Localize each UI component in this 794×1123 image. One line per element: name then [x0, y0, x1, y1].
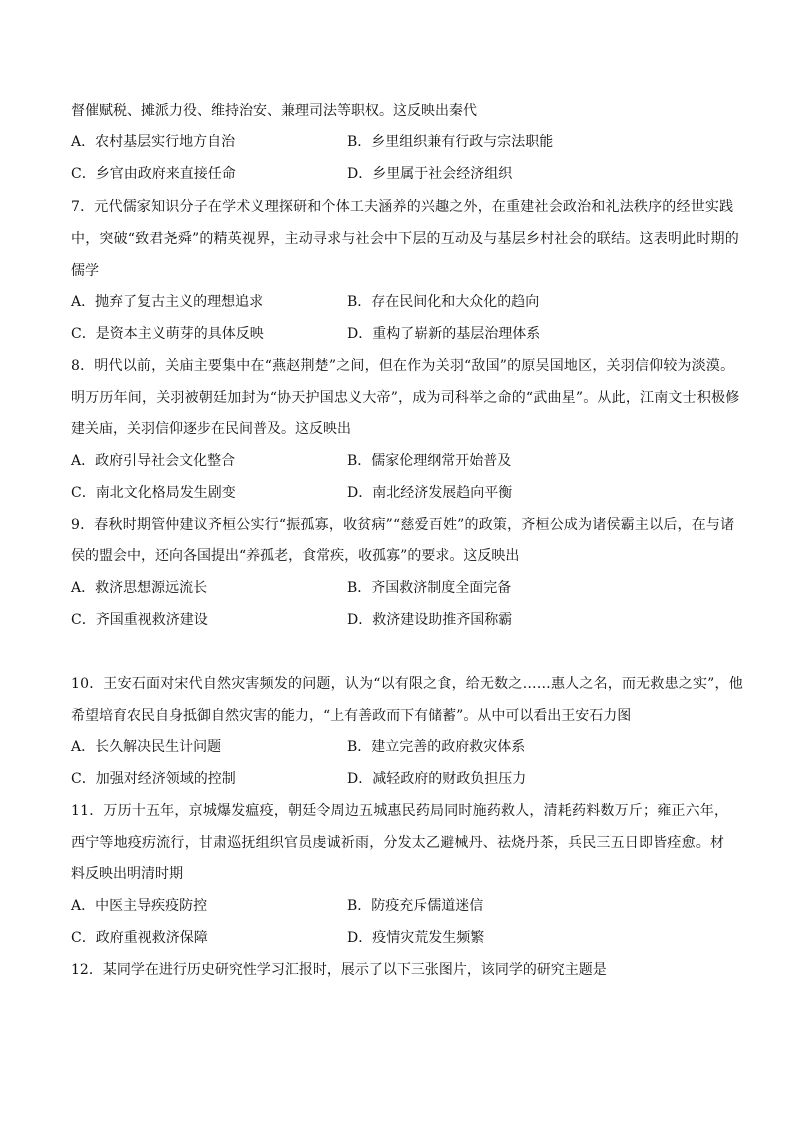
q7-stem-line-3: 儒学	[71, 263, 99, 279]
q8-stem-line-3: 建关庙，关羽信仰逐步在民间普及。这反映出	[71, 421, 351, 437]
q10-stem-line-1: 10．王安石面对宋代自然灾害频发的问题，认为“以有限之食，给无数之……惠人之名，而无救患之实”，他	[71, 676, 743, 692]
q9-option-b: B．齐国救济制度全面完备	[347, 580, 512, 596]
q8-option-c: C．南北文化格局发生剧变	[71, 485, 236, 501]
q7-option-c: C．是资本主义萌芽的具体反映	[71, 326, 264, 342]
q11-option-d: D．疫情灾荒发生频繁	[347, 930, 485, 946]
q8-stem-line-2: 明万历年间，关羽被朝廷加封为“协天护国忠义大帝”，成为司科举之命的“武曲星”。从此，江南文士积极修	[71, 390, 740, 406]
q10-stem-line-2: 希望培育农民自身抵御自然灾害的能力，“上有善政而下有储蓄”。从中可以看出王安石力图	[71, 708, 632, 724]
q10-option-b: B．建立完善的政府救灾体系	[347, 739, 526, 755]
q6-option-a: A．农村基层实行地方自治	[71, 134, 236, 150]
q11-stem-line-2: 西宁等地疫疠流行，甘肃巡抚组织官员虔诚祈雨，分发太乙避械丹、祛烧丹茶，兵民三五日即皆痊愈。材	[71, 835, 725, 851]
q6-option-d: D．乡里属于社会经济组织	[347, 166, 513, 182]
q9-stem-line-1: 9．春秋时期管仲建议齐桓公实行“振孤寡，收贫病”“慈爱百姓”的政策，齐桓公成为诸侯霸主以后，在与诸	[71, 517, 735, 533]
q11-option-b: B．防疫充斥儒道迷信	[347, 898, 484, 914]
q12-stem-line-1: 12．某同学在进行历史研究性学习汇报时，展示了以下三张图片，该同学的研究主题是	[71, 962, 607, 978]
q7-option-a: A．抛弃了复古主义的理想追求	[71, 294, 264, 310]
q11-option-c: C．政府重视救济保障	[71, 930, 208, 946]
q7-option-d: D．重构了崭新的基层治理体系	[347, 326, 541, 342]
q7-option-b: B．存在民间化和大众化的趋向	[347, 294, 540, 310]
q8-option-b: B．儒家伦理纲常开始普及	[347, 453, 512, 469]
q10-option-c: C．加强对经济领域的控制	[71, 771, 236, 787]
q8-option-d: D．南北经济发展趋向平衡	[347, 485, 513, 501]
q9-stem-line-2: 侯的盟会中，还向各国提出“养孤老，食常疾，收孤寡”的要求。这反映出	[71, 548, 520, 564]
q10-option-d: D．减轻政府的财政负担压力	[347, 771, 527, 787]
q6-option-b: B．乡里组织兼有行政与宗法职能	[347, 134, 554, 150]
q7-stem-line-1: 7．元代儒家知识分子在学术义理探研和个体工夫涵养的兴趣之外，在重建社会政治和礼法秩序的经世实践	[71, 199, 734, 215]
q9-option-a: A．救济思想源远流长	[71, 580, 208, 596]
q11-option-a: A．中医主导疾疫防控	[71, 898, 208, 914]
q11-stem-line-3: 料反映出明清时期	[71, 866, 183, 882]
q8-stem-line-1: 8．明代以前，关庙主要集中在“燕赵荆楚”之间，但在作为关羽“敌国”的原吴国地区，关羽信仰较为淡漠。	[71, 358, 735, 374]
q6-option-c: C．乡官由政府来直接任命	[71, 166, 236, 182]
q11-stem-line-1: 11．万历十五年，京城爆发瘟疫，朝廷令周边五城惠民药局同时施药救人，清耗药料数万斤；雍正六年，	[71, 803, 729, 819]
q9-option-c: C．齐国重视救济建设	[71, 612, 208, 628]
q10-option-a: A．长久解决民生计问题	[71, 739, 222, 755]
q8-option-a: A．政府引导社会文化整合	[71, 453, 236, 469]
q6-stem-continuation: 督催赋税、摊派力役、维持治安、兼理司法等职权。这反映出秦代	[71, 103, 477, 119]
q7-stem-line-2: 中，突破“致君尧舜”的精英视界，主动寻求与社会中下层的互动及与基层乡村社会的联结。这表明此时期的	[71, 231, 739, 247]
q9-option-d: D．救济建设助推齐国称霸	[347, 612, 513, 628]
